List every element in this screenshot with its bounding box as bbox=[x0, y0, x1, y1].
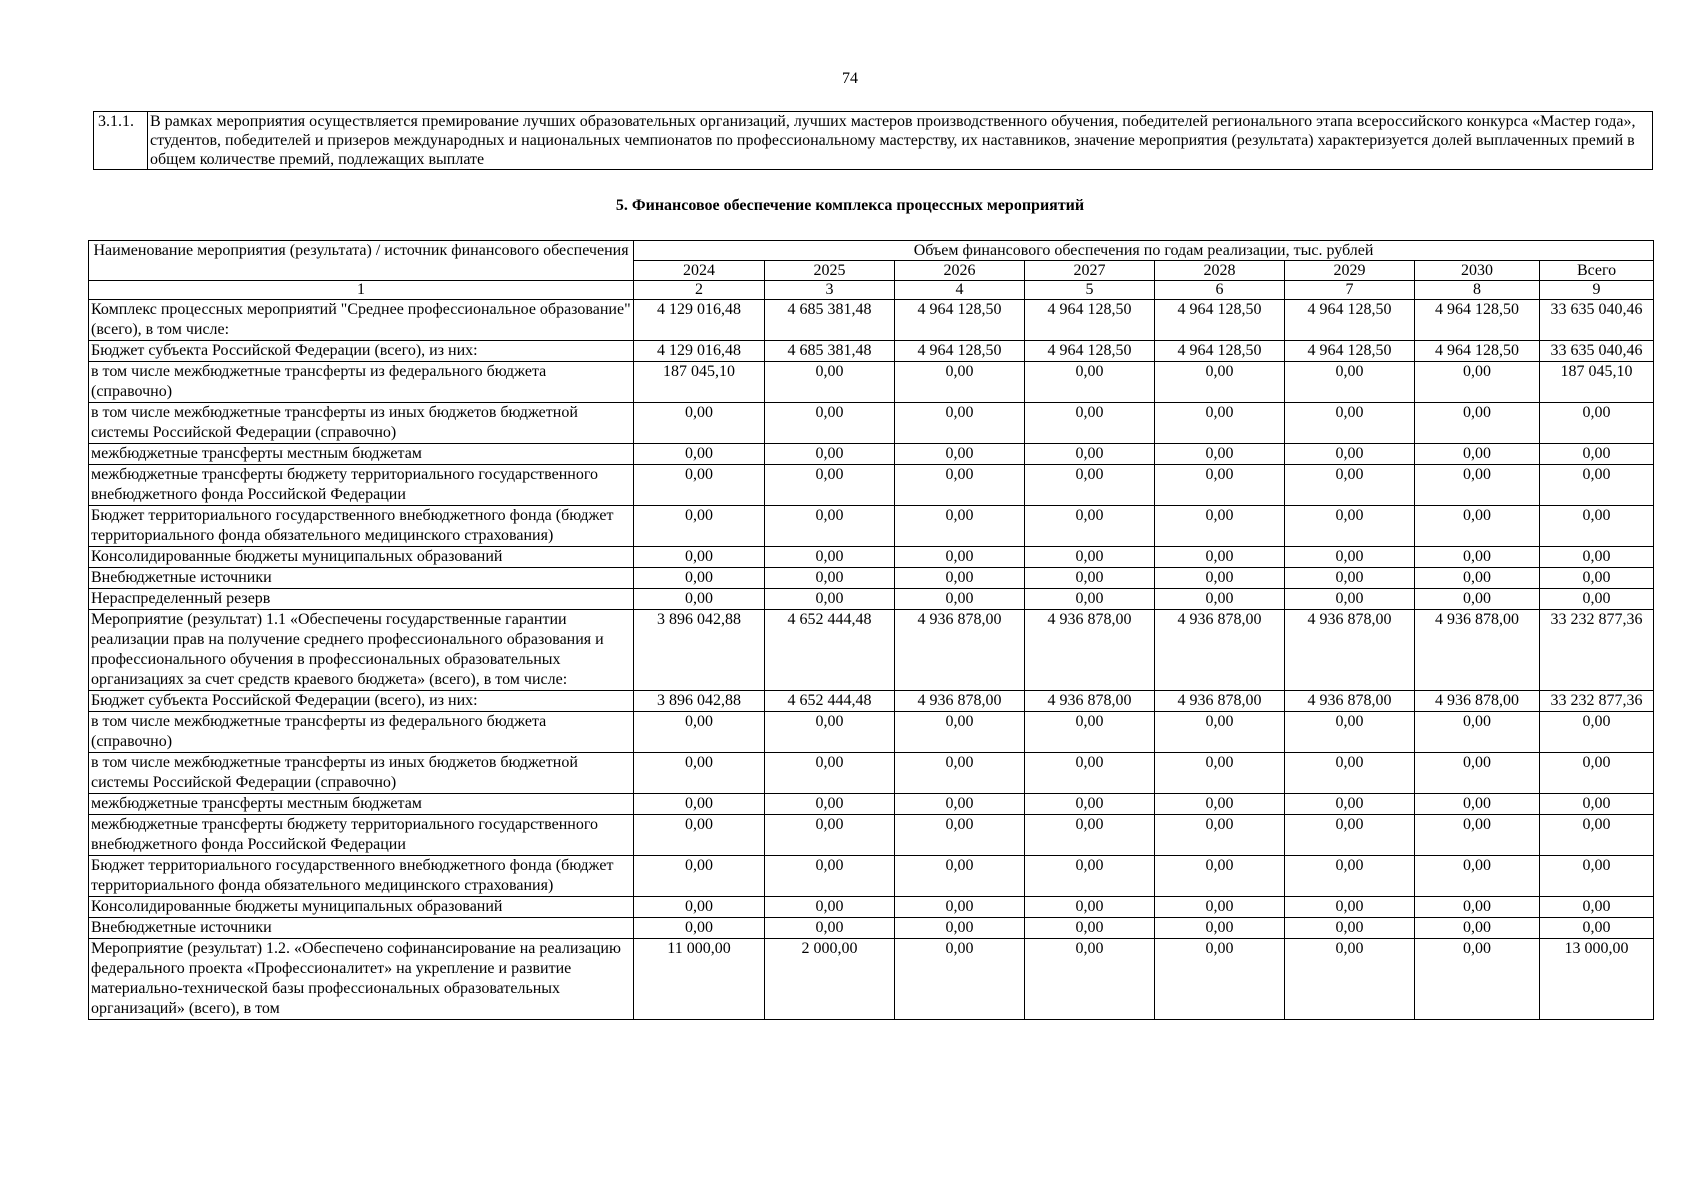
row-total: 0,00 bbox=[1540, 897, 1654, 918]
column-index: 1 bbox=[89, 281, 634, 300]
row-value: 0,00 bbox=[1025, 568, 1155, 589]
row-value: 0,00 bbox=[1415, 815, 1540, 856]
row-value: 0,00 bbox=[895, 815, 1025, 856]
row-value: 0,00 bbox=[1285, 403, 1415, 444]
row-value: 4 964 128,50 bbox=[1285, 300, 1415, 341]
row-value: 4 964 128,50 bbox=[1415, 341, 1540, 362]
row-name: в том числе межбюджетные трансферты из иных бюджетов бюджетной системы Российской Федерации (справочно) bbox=[89, 753, 634, 794]
row-value: 0,00 bbox=[1155, 362, 1285, 403]
column-index: 4 bbox=[895, 281, 1025, 300]
row-value: 4 129 016,48 bbox=[634, 300, 765, 341]
row-value: 0,00 bbox=[634, 568, 765, 589]
row-value: 0,00 bbox=[765, 856, 895, 897]
row-value: 0,00 bbox=[1415, 362, 1540, 403]
row-value: 0,00 bbox=[634, 465, 765, 506]
row-name: в том числе межбюджетные трансферты из федерального бюджета (справочно) bbox=[89, 362, 634, 403]
row-value: 0,00 bbox=[1025, 918, 1155, 939]
row-value: 0,00 bbox=[895, 506, 1025, 547]
row-value: 187 045,10 bbox=[634, 362, 765, 403]
row-value: 11 000,00 bbox=[634, 939, 765, 1020]
row-value: 0,00 bbox=[1025, 547, 1155, 568]
table-row bbox=[89, 589, 1654, 610]
row-value: 0,00 bbox=[1415, 794, 1540, 815]
row-value: 0,00 bbox=[765, 897, 895, 918]
financing-table bbox=[88, 240, 1654, 1020]
row-value: 0,00 bbox=[895, 712, 1025, 753]
row-value: 0,00 bbox=[895, 753, 1025, 794]
table-row bbox=[89, 300, 1654, 341]
row-value: 4 936 878,00 bbox=[1025, 610, 1155, 691]
row-value: 0,00 bbox=[1155, 547, 1285, 568]
row-value: 0,00 bbox=[1415, 465, 1540, 506]
row-total: 0,00 bbox=[1540, 547, 1654, 568]
row-value: 4 964 128,50 bbox=[1285, 341, 1415, 362]
row-name: межбюджетные трансферты бюджету территориального государственного внебюджетного фонда Российской Федерации bbox=[89, 465, 634, 506]
row-value: 0,00 bbox=[1285, 444, 1415, 465]
column-index: 3 bbox=[765, 281, 895, 300]
row-value: 4 936 878,00 bbox=[1285, 610, 1415, 691]
row-value: 0,00 bbox=[1285, 547, 1415, 568]
row-value: 0,00 bbox=[895, 444, 1025, 465]
row-value: 0,00 bbox=[1285, 939, 1415, 1020]
row-total: 33 232 877,36 bbox=[1540, 610, 1654, 691]
table-row bbox=[89, 341, 1654, 362]
row-value: 0,00 bbox=[1415, 856, 1540, 897]
row-value: 4 936 878,00 bbox=[1415, 691, 1540, 712]
row-total: 0,00 bbox=[1540, 794, 1654, 815]
row-name: Консолидированные бюджеты муниципальных образований bbox=[89, 547, 634, 568]
table-row bbox=[89, 918, 1654, 939]
row-value: 0,00 bbox=[1155, 897, 1285, 918]
table-row bbox=[89, 753, 1654, 794]
row-total: 33 232 877,36 bbox=[1540, 691, 1654, 712]
row-value: 0,00 bbox=[1155, 444, 1285, 465]
row-name: Бюджет территориального государственного внебюджетного фонда (бюджет территориального фонда обязательного медицинского страхования) bbox=[89, 506, 634, 547]
row-value: 0,00 bbox=[895, 362, 1025, 403]
row-value: 0,00 bbox=[634, 815, 765, 856]
table-row bbox=[89, 610, 1654, 691]
row-total: 33 635 040,46 bbox=[1540, 300, 1654, 341]
row-value: 0,00 bbox=[1415, 444, 1540, 465]
table-row bbox=[89, 403, 1654, 444]
row-value: 0,00 bbox=[765, 794, 895, 815]
row-value: 4 964 128,50 bbox=[895, 300, 1025, 341]
table-row bbox=[89, 547, 1654, 568]
page-number: 74 bbox=[842, 70, 858, 87]
row-value: 0,00 bbox=[765, 506, 895, 547]
row-value: 0,00 bbox=[1415, 712, 1540, 753]
row-value: 0,00 bbox=[895, 918, 1025, 939]
row-value: 4 964 128,50 bbox=[1415, 300, 1540, 341]
row-value: 0,00 bbox=[895, 403, 1025, 444]
row-value: 0,00 bbox=[1155, 856, 1285, 897]
year-header: 2025 bbox=[765, 261, 895, 281]
table-row bbox=[89, 815, 1654, 856]
measure-number: 3.1.1. bbox=[94, 112, 148, 170]
row-value: 0,00 bbox=[1155, 568, 1285, 589]
row-value: 4 964 128,50 bbox=[1155, 341, 1285, 362]
table-row bbox=[89, 568, 1654, 589]
row-value: 0,00 bbox=[895, 465, 1025, 506]
row-value: 0,00 bbox=[1025, 506, 1155, 547]
row-value: 0,00 bbox=[1415, 589, 1540, 610]
row-value: 0,00 bbox=[895, 589, 1025, 610]
row-value: 0,00 bbox=[1415, 753, 1540, 794]
year-header: 2027 bbox=[1025, 261, 1155, 281]
row-total: 0,00 bbox=[1540, 403, 1654, 444]
row-name: Бюджет субъекта Российской Федерации (всего), из них: bbox=[89, 341, 634, 362]
row-value: 0,00 bbox=[1285, 918, 1415, 939]
row-name: Консолидированные бюджеты муниципальных образований bbox=[89, 897, 634, 918]
row-value: 0,00 bbox=[1415, 403, 1540, 444]
row-total: 0,00 bbox=[1540, 712, 1654, 753]
row-value: 4 685 381,48 bbox=[765, 300, 895, 341]
row-value: 0,00 bbox=[1025, 856, 1155, 897]
row-value: 0,00 bbox=[895, 794, 1025, 815]
row-value: 0,00 bbox=[634, 547, 765, 568]
row-total: 33 635 040,46 bbox=[1540, 341, 1654, 362]
row-value: 0,00 bbox=[634, 794, 765, 815]
row-value: 0,00 bbox=[765, 568, 895, 589]
row-value: 4 936 878,00 bbox=[895, 691, 1025, 712]
row-total: 0,00 bbox=[1540, 918, 1654, 939]
row-value: 0,00 bbox=[1155, 939, 1285, 1020]
row-value: 4 936 878,00 bbox=[1285, 691, 1415, 712]
row-value: 0,00 bbox=[1025, 465, 1155, 506]
table-row bbox=[89, 362, 1654, 403]
row-name: Мероприятие (результат) 1.1 «Обеспечены государственные гарантии реализации прав на получение среднего профессионального образования и профессионального обучения в профессиональных образовательных организациях за счет средств краевого бюджета» (всего), в том числе: bbox=[89, 610, 634, 691]
row-name: Комплекс процессных мероприятий "Среднее профессиональное образование" (всего), в том числе: bbox=[89, 300, 634, 341]
row-value: 0,00 bbox=[895, 856, 1025, 897]
row-value: 0,00 bbox=[765, 589, 895, 610]
row-value: 0,00 bbox=[765, 403, 895, 444]
row-value: 4 964 128,50 bbox=[895, 341, 1025, 362]
row-value: 0,00 bbox=[1285, 465, 1415, 506]
row-value: 0,00 bbox=[1285, 506, 1415, 547]
row-value: 0,00 bbox=[1285, 589, 1415, 610]
row-name: Нераспределенный резерв bbox=[89, 589, 634, 610]
row-value: 0,00 bbox=[1155, 506, 1285, 547]
year-header: 2024 bbox=[634, 261, 765, 281]
row-total: 0,00 bbox=[1540, 753, 1654, 794]
row-value: 0,00 bbox=[765, 465, 895, 506]
row-name: межбюджетные трансферты местным бюджетам bbox=[89, 794, 634, 815]
row-value: 0,00 bbox=[1025, 362, 1155, 403]
row-value: 0,00 bbox=[1155, 465, 1285, 506]
row-value: 0,00 bbox=[765, 444, 895, 465]
row-value: 0,00 bbox=[1025, 939, 1155, 1020]
row-value: 0,00 bbox=[1285, 794, 1415, 815]
table-row bbox=[89, 465, 1654, 506]
name-column-header: Наименование мероприятия (результата) / источник финансового обеспечения bbox=[89, 241, 634, 281]
row-value: 0,00 bbox=[765, 918, 895, 939]
year-header: 2028 bbox=[1155, 261, 1285, 281]
row-value: 0,00 bbox=[634, 856, 765, 897]
row-value: 0,00 bbox=[1155, 753, 1285, 794]
row-value: 0,00 bbox=[895, 939, 1025, 1020]
row-value: 2 000,00 bbox=[765, 939, 895, 1020]
row-total: 13 000,00 bbox=[1540, 939, 1654, 1020]
section-title: 5. Финансовое обеспечение комплекса процессных мероприятий bbox=[615, 197, 1085, 214]
row-name: межбюджетные трансферты бюджету территориального государственного внебюджетного фонда Российской Федерации bbox=[89, 815, 634, 856]
column-index: 8 bbox=[1415, 281, 1540, 300]
row-value: 0,00 bbox=[1415, 547, 1540, 568]
row-value: 0,00 bbox=[895, 568, 1025, 589]
table-row bbox=[89, 712, 1654, 753]
column-index: 7 bbox=[1285, 281, 1415, 300]
row-value: 4 936 878,00 bbox=[1155, 610, 1285, 691]
row-value: 4 964 128,50 bbox=[1155, 300, 1285, 341]
row-value: 0,00 bbox=[1025, 815, 1155, 856]
column-index: 2 bbox=[634, 281, 765, 300]
row-total: 0,00 bbox=[1540, 444, 1654, 465]
row-value: 0,00 bbox=[765, 815, 895, 856]
row-name: Мероприятие (результат) 1.2. «Обеспечено софинансирование на реализацию федерального проекта «Профессионалитет» на укрепление и развитие материально-технической базы профессиональных образовательных организаций» (всего), в том bbox=[89, 939, 634, 1020]
table-row bbox=[89, 856, 1654, 897]
row-value: 4 685 381,48 bbox=[765, 341, 895, 362]
row-value: 0,00 bbox=[1285, 712, 1415, 753]
row-value: 4 129 016,48 bbox=[634, 341, 765, 362]
table-row bbox=[89, 506, 1654, 547]
table-row bbox=[89, 691, 1654, 712]
row-value: 4 936 878,00 bbox=[1025, 691, 1155, 712]
row-value: 0,00 bbox=[1155, 794, 1285, 815]
table-row bbox=[89, 794, 1654, 815]
row-value: 3 896 042,88 bbox=[634, 610, 765, 691]
row-value: 0,00 bbox=[765, 753, 895, 794]
row-value: 0,00 bbox=[1025, 897, 1155, 918]
year-header: 2030 bbox=[1415, 261, 1540, 281]
year-header: 2029 bbox=[1285, 261, 1415, 281]
row-value: 0,00 bbox=[1415, 918, 1540, 939]
row-value: 0,00 bbox=[1285, 568, 1415, 589]
measure-description: В рамках мероприятия осуществляется премирование лучших образовательных организаций, лучших мастеров производственного обучения, победителей регионального этапа всероссийского конкурса «Мастер года», студентов, победителей и призеров международных и национальных чемпионатов по профессиональному мастерству, их наставников, значение мероприятия (результата) характеризуется долей выплаченных премий в общем количестве премий, подлежащих выплате bbox=[148, 112, 1653, 170]
row-total: 0,00 bbox=[1540, 506, 1654, 547]
row-value: 0,00 bbox=[1285, 362, 1415, 403]
row-value: 0,00 bbox=[634, 444, 765, 465]
volume-header: Объем финансового обеспечения по годам реализации, тыс. рублей bbox=[634, 241, 1654, 261]
measure-description-box bbox=[93, 111, 1653, 170]
row-value: 0,00 bbox=[634, 918, 765, 939]
row-name: межбюджетные трансферты местным бюджетам bbox=[89, 444, 634, 465]
row-name: Внебюджетные источники bbox=[89, 568, 634, 589]
row-value: 0,00 bbox=[1415, 897, 1540, 918]
row-value: 0,00 bbox=[765, 712, 895, 753]
row-value: 0,00 bbox=[1025, 403, 1155, 444]
column-index: 9 bbox=[1540, 281, 1654, 300]
row-value: 0,00 bbox=[1025, 753, 1155, 794]
row-total: 0,00 bbox=[1540, 589, 1654, 610]
row-name: в том числе межбюджетные трансферты из федерального бюджета (справочно) bbox=[89, 712, 634, 753]
row-value: 0,00 bbox=[1155, 815, 1285, 856]
row-value: 0,00 bbox=[1155, 403, 1285, 444]
row-value: 0,00 bbox=[1285, 856, 1415, 897]
column-index-row bbox=[89, 281, 1654, 300]
row-name: Внебюджетные источники bbox=[89, 918, 634, 939]
row-value: 0,00 bbox=[1415, 568, 1540, 589]
row-value: 3 896 042,88 bbox=[634, 691, 765, 712]
row-value: 4 936 878,00 bbox=[1155, 691, 1285, 712]
row-value: 0,00 bbox=[634, 506, 765, 547]
column-index: 5 bbox=[1025, 281, 1155, 300]
row-value: 0,00 bbox=[1025, 712, 1155, 753]
row-value: 0,00 bbox=[634, 712, 765, 753]
row-value: 4 936 878,00 bbox=[895, 610, 1025, 691]
row-value: 0,00 bbox=[1415, 939, 1540, 1020]
row-value: 4 964 128,50 bbox=[1025, 341, 1155, 362]
row-name: Бюджет субъекта Российской Федерации (всего), из них: bbox=[89, 691, 634, 712]
year-header: 2026 bbox=[895, 261, 1025, 281]
row-total: 0,00 bbox=[1540, 856, 1654, 897]
row-total: 0,00 bbox=[1540, 815, 1654, 856]
row-value: 4 964 128,50 bbox=[1025, 300, 1155, 341]
row-value: 0,00 bbox=[1285, 897, 1415, 918]
row-name: в том числе межбюджетные трансферты из иных бюджетов бюджетной системы Российской Федерации (справочно) bbox=[89, 403, 634, 444]
row-value: 0,00 bbox=[765, 547, 895, 568]
row-value: 0,00 bbox=[634, 403, 765, 444]
row-value: 0,00 bbox=[1025, 794, 1155, 815]
row-value: 0,00 bbox=[1025, 444, 1155, 465]
row-value: 0,00 bbox=[634, 753, 765, 794]
row-total: 187 045,10 bbox=[1540, 362, 1654, 403]
row-value: 0,00 bbox=[1285, 753, 1415, 794]
row-value: 4 652 444,48 bbox=[765, 610, 895, 691]
total-header: Всего bbox=[1540, 261, 1654, 281]
column-index: 6 bbox=[1155, 281, 1285, 300]
row-value: 0,00 bbox=[895, 897, 1025, 918]
row-total: 0,00 bbox=[1540, 465, 1654, 506]
row-value: 0,00 bbox=[1155, 712, 1285, 753]
row-value: 0,00 bbox=[1415, 506, 1540, 547]
row-value: 0,00 bbox=[634, 589, 765, 610]
table-row bbox=[89, 939, 1654, 1020]
row-value: 0,00 bbox=[1025, 589, 1155, 610]
row-value: 4 652 444,48 bbox=[765, 691, 895, 712]
table-row bbox=[89, 897, 1654, 918]
row-value: 0,00 bbox=[634, 897, 765, 918]
row-value: 0,00 bbox=[765, 362, 895, 403]
row-value: 0,00 bbox=[1285, 815, 1415, 856]
table-row bbox=[89, 444, 1654, 465]
row-total: 0,00 bbox=[1540, 568, 1654, 589]
row-value: 0,00 bbox=[895, 547, 1025, 568]
row-value: 0,00 bbox=[1155, 589, 1285, 610]
row-value: 4 936 878,00 bbox=[1415, 610, 1540, 691]
row-value: 0,00 bbox=[1155, 918, 1285, 939]
row-name: Бюджет территориального государственного внебюджетного фонда (бюджет территориального фонда обязательного медицинского страхования) bbox=[89, 856, 634, 897]
